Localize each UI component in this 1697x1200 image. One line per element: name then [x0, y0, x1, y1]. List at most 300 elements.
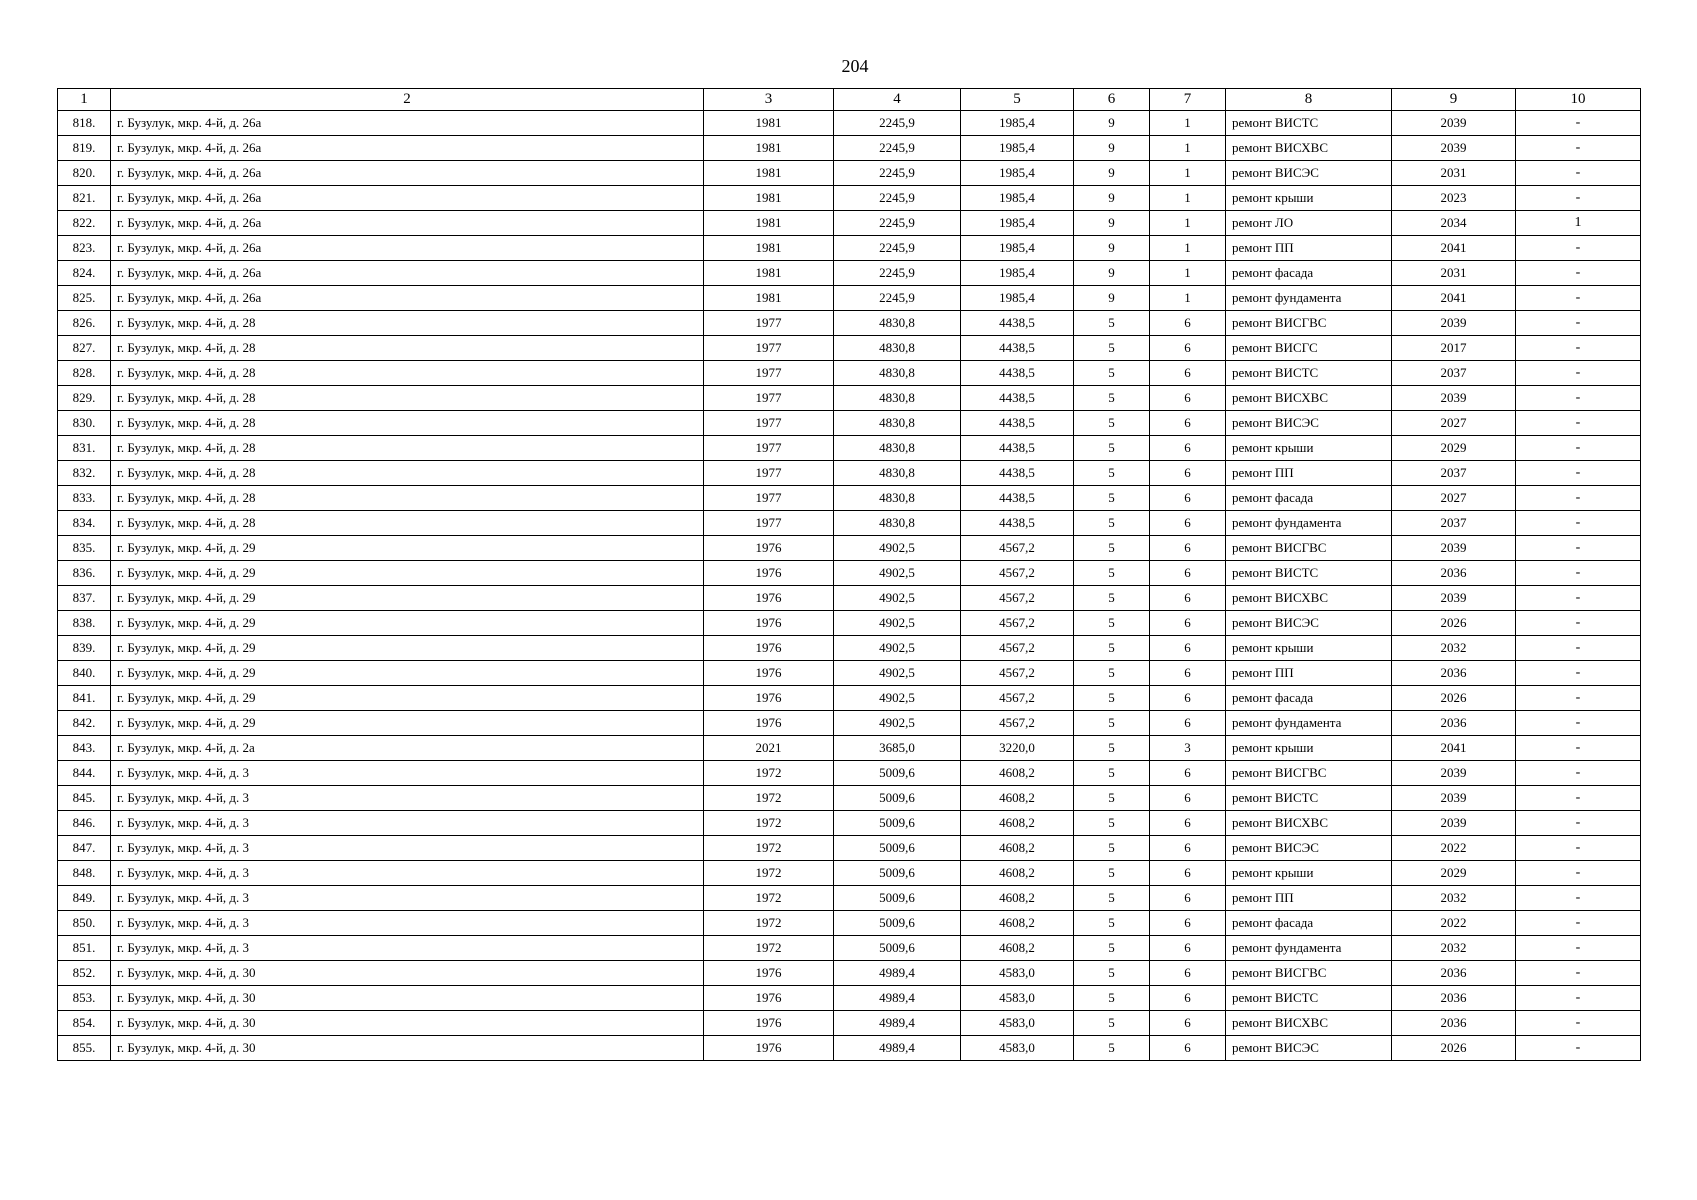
- planned-year-cell: 2026: [1392, 611, 1516, 636]
- table-row: [58, 111, 1641, 136]
- entrances-cell: 6: [1150, 1036, 1226, 1061]
- planned-year-cell: 2039: [1392, 586, 1516, 611]
- planned-year-cell: 2026: [1392, 686, 1516, 711]
- planned-year-cell: 2037: [1392, 511, 1516, 536]
- planned-year-cell: 2039: [1392, 136, 1516, 161]
- flag-cell: -: [1516, 386, 1641, 411]
- floors-cell: 5: [1074, 611, 1150, 636]
- table-row: [58, 361, 1641, 386]
- planned-year-cell: 2041: [1392, 286, 1516, 311]
- total-area-cell: 3685,0: [834, 736, 961, 761]
- address-cell: г. Бузулук, мкр. 4-й, д. 29: [111, 561, 704, 586]
- year-built-cell: 1972: [704, 936, 834, 961]
- flag-cell: -: [1516, 636, 1641, 661]
- row-number-cell: 843.: [58, 736, 111, 761]
- planned-year-cell: 2039: [1392, 386, 1516, 411]
- row-number-cell: 829.: [58, 386, 111, 411]
- living-area-cell: 4608,2: [961, 836, 1074, 861]
- row-number-cell: 847.: [58, 836, 111, 861]
- table-row: [58, 686, 1641, 711]
- living-area-cell: 4608,2: [961, 861, 1074, 886]
- total-area-cell: 5009,6: [834, 861, 961, 886]
- living-area-cell: 4438,5: [961, 336, 1074, 361]
- living-area-cell: 4438,5: [961, 386, 1074, 411]
- flag-cell: -: [1516, 436, 1641, 461]
- address-cell: г. Бузулук, мкр. 4-й, д. 28: [111, 511, 704, 536]
- floors-cell: 5: [1074, 986, 1150, 1011]
- total-area-cell: 4830,8: [834, 386, 961, 411]
- living-area-cell: 4438,5: [961, 436, 1074, 461]
- total-area-cell: 2245,9: [834, 186, 961, 211]
- floors-cell: 9: [1074, 261, 1150, 286]
- floors-cell: 9: [1074, 286, 1150, 311]
- floors-cell: 9: [1074, 236, 1150, 261]
- floors-cell: 5: [1074, 411, 1150, 436]
- entrances-cell: 6: [1150, 436, 1226, 461]
- total-area-cell: 4830,8: [834, 311, 961, 336]
- floors-cell: 5: [1074, 311, 1150, 336]
- living-area-cell: 4438,5: [961, 511, 1074, 536]
- planned-year-cell: 2039: [1392, 786, 1516, 811]
- work-type-cell: ремонт фундамента: [1226, 511, 1392, 536]
- flag-cell: -: [1516, 586, 1641, 611]
- year-built-cell: 1981: [704, 186, 834, 211]
- year-built-cell: 1972: [704, 861, 834, 886]
- table-row: [58, 436, 1641, 461]
- flag-cell: -: [1516, 661, 1641, 686]
- entrances-cell: 6: [1150, 461, 1226, 486]
- total-area-cell: 4902,5: [834, 536, 961, 561]
- entrances-cell: 6: [1150, 761, 1226, 786]
- address-cell: г. Бузулук, мкр. 4-й, д. 2а: [111, 736, 704, 761]
- entrances-cell: 1: [1150, 136, 1226, 161]
- entrances-cell: 1: [1150, 261, 1226, 286]
- table-row: [58, 336, 1641, 361]
- address-cell: г. Бузулук, мкр. 4-й, д. 26а: [111, 136, 704, 161]
- year-built-cell: 1976: [704, 611, 834, 636]
- row-number-cell: 822.: [58, 211, 111, 236]
- year-built-cell: 1977: [704, 511, 834, 536]
- living-area-cell: 1985,4: [961, 286, 1074, 311]
- total-area-cell: 4902,5: [834, 586, 961, 611]
- flag-cell: -: [1516, 186, 1641, 211]
- address-cell: г. Бузулук, мкр. 4-й, д. 28: [111, 361, 704, 386]
- planned-year-cell: 2039: [1392, 111, 1516, 136]
- year-built-cell: 1977: [704, 461, 834, 486]
- living-area-cell: 4438,5: [961, 486, 1074, 511]
- entrances-cell: 1: [1150, 111, 1226, 136]
- flag-cell: -: [1516, 1036, 1641, 1061]
- work-type-cell: ремонт ВИСГВС: [1226, 311, 1392, 336]
- year-built-cell: 1981: [704, 111, 834, 136]
- table-row: [58, 711, 1641, 736]
- planned-year-cell: 2039: [1392, 761, 1516, 786]
- living-area-cell: 4567,2: [961, 536, 1074, 561]
- row-number-cell: 820.: [58, 161, 111, 186]
- year-built-cell: 1972: [704, 786, 834, 811]
- address-cell: г. Бузулук, мкр. 4-й, д. 3: [111, 911, 704, 936]
- column-header-3: 3: [704, 89, 834, 111]
- floors-cell: 5: [1074, 761, 1150, 786]
- planned-year-cell: 2041: [1392, 236, 1516, 261]
- entrances-cell: 6: [1150, 686, 1226, 711]
- table-row: [58, 786, 1641, 811]
- row-number-cell: 823.: [58, 236, 111, 261]
- total-area-cell: 4902,5: [834, 561, 961, 586]
- floors-cell: 5: [1074, 936, 1150, 961]
- total-area-cell: 5009,6: [834, 786, 961, 811]
- year-built-cell: 1976: [704, 636, 834, 661]
- planned-year-cell: 2036: [1392, 1011, 1516, 1036]
- column-header-10: 10: [1516, 89, 1641, 111]
- address-cell: г. Бузулук, мкр. 4-й, д. 29: [111, 536, 704, 561]
- year-built-cell: 1977: [704, 486, 834, 511]
- flag-cell: -: [1516, 711, 1641, 736]
- table-row: [58, 836, 1641, 861]
- floors-cell: 5: [1074, 686, 1150, 711]
- entrances-cell: 6: [1150, 511, 1226, 536]
- flag-cell: -: [1516, 536, 1641, 561]
- table-row: [58, 136, 1641, 161]
- row-number-cell: 842.: [58, 711, 111, 736]
- address-cell: г. Бузулук, мкр. 4-й, д. 26а: [111, 211, 704, 236]
- repair-schedule-table: [57, 88, 1641, 1061]
- table-row: [58, 461, 1641, 486]
- address-cell: г. Бузулук, мкр. 4-й, д. 28: [111, 436, 704, 461]
- living-area-cell: 4438,5: [961, 361, 1074, 386]
- table-row: [58, 761, 1641, 786]
- table-row: [58, 386, 1641, 411]
- floors-cell: 5: [1074, 786, 1150, 811]
- row-number-cell: 853.: [58, 986, 111, 1011]
- living-area-cell: 4567,2: [961, 586, 1074, 611]
- floors-cell: 5: [1074, 436, 1150, 461]
- year-built-cell: 1976: [704, 961, 834, 986]
- living-area-cell: 4567,2: [961, 561, 1074, 586]
- row-number-cell: 855.: [58, 1036, 111, 1061]
- address-cell: г. Бузулук, мкр. 4-й, д. 26а: [111, 186, 704, 211]
- table-row: [58, 211, 1641, 236]
- living-area-cell: 1985,4: [961, 261, 1074, 286]
- column-header-6: 6: [1074, 89, 1150, 111]
- flag-cell: -: [1516, 611, 1641, 636]
- flag-cell: -: [1516, 236, 1641, 261]
- address-cell: г. Бузулук, мкр. 4-й, д. 29: [111, 661, 704, 686]
- entrances-cell: 6: [1150, 611, 1226, 636]
- work-type-cell: ремонт крыши: [1226, 861, 1392, 886]
- entrances-cell: 6: [1150, 786, 1226, 811]
- total-area-cell: 4989,4: [834, 1011, 961, 1036]
- total-area-cell: 4830,8: [834, 511, 961, 536]
- address-cell: г. Бузулук, мкр. 4-й, д. 30: [111, 1011, 704, 1036]
- row-number-cell: 833.: [58, 486, 111, 511]
- year-built-cell: 1976: [704, 711, 834, 736]
- work-type-cell: ремонт ЛО: [1226, 211, 1392, 236]
- flag-cell: -: [1516, 811, 1641, 836]
- entrances-cell: 3: [1150, 736, 1226, 761]
- total-area-cell: 4830,8: [834, 336, 961, 361]
- work-type-cell: ремонт ВИСТС: [1226, 111, 1392, 136]
- year-built-cell: 1972: [704, 911, 834, 936]
- planned-year-cell: 2032: [1392, 636, 1516, 661]
- year-built-cell: 1976: [704, 986, 834, 1011]
- flag-cell: -: [1516, 336, 1641, 361]
- work-type-cell: ремонт крыши: [1226, 186, 1392, 211]
- row-number-cell: 835.: [58, 536, 111, 561]
- row-number-cell: 852.: [58, 961, 111, 986]
- entrances-cell: 6: [1150, 836, 1226, 861]
- table-body: [58, 111, 1641, 1061]
- work-type-cell: ремонт крыши: [1226, 736, 1392, 761]
- entrances-cell: 6: [1150, 486, 1226, 511]
- column-header-1: 1: [58, 89, 111, 111]
- entrances-cell: 1: [1150, 236, 1226, 261]
- page-number: 204: [841, 56, 869, 76]
- row-number-cell: 826.: [58, 311, 111, 336]
- row-number-cell: 837.: [58, 586, 111, 611]
- year-built-cell: 1976: [704, 686, 834, 711]
- flag-cell: -: [1516, 511, 1641, 536]
- entrances-cell: 6: [1150, 661, 1226, 686]
- address-cell: г. Бузулук, мкр. 4-й, д. 29: [111, 711, 704, 736]
- address-cell: г. Бузулук, мкр. 4-й, д. 28: [111, 311, 704, 336]
- planned-year-cell: 2041: [1392, 736, 1516, 761]
- floors-cell: 5: [1074, 336, 1150, 361]
- total-area-cell: 4830,8: [834, 461, 961, 486]
- table-row: [58, 411, 1641, 436]
- floors-cell: 5: [1074, 736, 1150, 761]
- table-row: [58, 1036, 1641, 1061]
- year-built-cell: 2021: [704, 736, 834, 761]
- total-area-cell: 5009,6: [834, 811, 961, 836]
- work-type-cell: ремонт ВИСХВС: [1226, 386, 1392, 411]
- floors-cell: 5: [1074, 486, 1150, 511]
- row-number-cell: 830.: [58, 411, 111, 436]
- entrances-cell: 1: [1150, 211, 1226, 236]
- floors-cell: 5: [1074, 711, 1150, 736]
- work-type-cell: ремонт ВИСХВС: [1226, 1011, 1392, 1036]
- living-area-cell: 3220,0: [961, 736, 1074, 761]
- living-area-cell: 4608,2: [961, 786, 1074, 811]
- table-row: [58, 961, 1641, 986]
- table-row: [58, 861, 1641, 886]
- entrances-cell: 6: [1150, 861, 1226, 886]
- work-type-cell: ремонт фундамента: [1226, 711, 1392, 736]
- flag-cell: -: [1516, 911, 1641, 936]
- column-header-7: 7: [1150, 89, 1226, 111]
- flag-cell: -: [1516, 961, 1641, 986]
- row-number-cell: 854.: [58, 1011, 111, 1036]
- planned-year-cell: 2036: [1392, 961, 1516, 986]
- total-area-cell: 4830,8: [834, 486, 961, 511]
- work-type-cell: ремонт ВИСТС: [1226, 986, 1392, 1011]
- address-cell: г. Бузулук, мкр. 4-й, д. 3: [111, 786, 704, 811]
- address-cell: г. Бузулук, мкр. 4-й, д. 28: [111, 486, 704, 511]
- table-header-row: [58, 89, 1641, 111]
- row-number-cell: 849.: [58, 886, 111, 911]
- living-area-cell: 1985,4: [961, 186, 1074, 211]
- total-area-cell: 4989,4: [834, 986, 961, 1011]
- total-area-cell: 2245,9: [834, 286, 961, 311]
- table-row: [58, 636, 1641, 661]
- flag-cell: -: [1516, 886, 1641, 911]
- work-type-cell: ремонт ПП: [1226, 461, 1392, 486]
- address-cell: г. Бузулук, мкр. 4-й, д. 29: [111, 686, 704, 711]
- floors-cell: 5: [1074, 1036, 1150, 1061]
- flag-cell: -: [1516, 736, 1641, 761]
- year-built-cell: 1977: [704, 411, 834, 436]
- total-area-cell: 4902,5: [834, 686, 961, 711]
- floors-cell: 5: [1074, 836, 1150, 861]
- row-number-cell: 846.: [58, 811, 111, 836]
- year-built-cell: 1972: [704, 811, 834, 836]
- work-type-cell: ремонт фасада: [1226, 911, 1392, 936]
- row-number-cell: 850.: [58, 911, 111, 936]
- living-area-cell: 4608,2: [961, 936, 1074, 961]
- flag-cell: -: [1516, 861, 1641, 886]
- entrances-cell: 6: [1150, 886, 1226, 911]
- table-row: [58, 486, 1641, 511]
- planned-year-cell: 2036: [1392, 711, 1516, 736]
- entrances-cell: 6: [1150, 711, 1226, 736]
- flag-cell: -: [1516, 311, 1641, 336]
- entrances-cell: 6: [1150, 911, 1226, 936]
- total-area-cell: 4902,5: [834, 661, 961, 686]
- living-area-cell: 4608,2: [961, 886, 1074, 911]
- table-row: [58, 936, 1641, 961]
- year-built-cell: 1976: [704, 661, 834, 686]
- row-number-cell: 841.: [58, 686, 111, 711]
- total-area-cell: 2245,9: [834, 161, 961, 186]
- flag-cell: 1: [1516, 211, 1641, 236]
- living-area-cell: 4583,0: [961, 1011, 1074, 1036]
- address-cell: г. Бузулук, мкр. 4-й, д. 3: [111, 886, 704, 911]
- living-area-cell: 1985,4: [961, 136, 1074, 161]
- total-area-cell: 5009,6: [834, 761, 961, 786]
- table-row: [58, 236, 1641, 261]
- work-type-cell: ремонт фундамента: [1226, 936, 1392, 961]
- planned-year-cell: 2027: [1392, 486, 1516, 511]
- address-cell: г. Бузулук, мкр. 4-й, д. 3: [111, 936, 704, 961]
- address-cell: г. Бузулук, мкр. 4-й, д. 28: [111, 461, 704, 486]
- total-area-cell: 4902,5: [834, 636, 961, 661]
- address-cell: г. Бузулук, мкр. 4-й, д. 30: [111, 1036, 704, 1061]
- living-area-cell: 4608,2: [961, 811, 1074, 836]
- planned-year-cell: 2022: [1392, 836, 1516, 861]
- planned-year-cell: 2034: [1392, 211, 1516, 236]
- living-area-cell: 4567,2: [961, 661, 1074, 686]
- table-row: [58, 311, 1641, 336]
- address-cell: г. Бузулук, мкр. 4-й, д. 26а: [111, 111, 704, 136]
- total-area-cell: 5009,6: [834, 936, 961, 961]
- table-row: [58, 886, 1641, 911]
- table-row: [58, 611, 1641, 636]
- living-area-cell: 4438,5: [961, 311, 1074, 336]
- row-number-cell: 819.: [58, 136, 111, 161]
- planned-year-cell: 2037: [1392, 461, 1516, 486]
- address-cell: г. Бузулук, мкр. 4-й, д. 3: [111, 811, 704, 836]
- planned-year-cell: 2026: [1392, 1036, 1516, 1061]
- table-row: [58, 736, 1641, 761]
- total-area-cell: 5009,6: [834, 911, 961, 936]
- total-area-cell: 2245,9: [834, 236, 961, 261]
- living-area-cell: 4583,0: [961, 986, 1074, 1011]
- work-type-cell: ремонт ПП: [1226, 661, 1392, 686]
- address-cell: г. Бузулук, мкр. 4-й, д. 28: [111, 411, 704, 436]
- floors-cell: 9: [1074, 211, 1150, 236]
- planned-year-cell: 2039: [1392, 311, 1516, 336]
- row-number-cell: 832.: [58, 461, 111, 486]
- total-area-cell: 2245,9: [834, 111, 961, 136]
- year-built-cell: 1977: [704, 311, 834, 336]
- floors-cell: 9: [1074, 136, 1150, 161]
- total-area-cell: 4989,4: [834, 961, 961, 986]
- living-area-cell: 4567,2: [961, 636, 1074, 661]
- planned-year-cell: 2029: [1392, 436, 1516, 461]
- work-type-cell: ремонт ВИСХВС: [1226, 811, 1392, 836]
- column-header-9: 9: [1392, 89, 1516, 111]
- address-cell: г. Бузулук, мкр. 4-й, д. 3: [111, 836, 704, 861]
- column-header-4: 4: [834, 89, 961, 111]
- year-built-cell: 1976: [704, 536, 834, 561]
- total-area-cell: 2245,9: [834, 136, 961, 161]
- table-row: [58, 911, 1641, 936]
- flag-cell: -: [1516, 361, 1641, 386]
- flag-cell: -: [1516, 286, 1641, 311]
- entrances-cell: 6: [1150, 336, 1226, 361]
- planned-year-cell: 2036: [1392, 986, 1516, 1011]
- planned-year-cell: 2039: [1392, 811, 1516, 836]
- floors-cell: 5: [1074, 861, 1150, 886]
- entrances-cell: 6: [1150, 536, 1226, 561]
- floors-cell: 5: [1074, 661, 1150, 686]
- floors-cell: 5: [1074, 886, 1150, 911]
- row-number-cell: 827.: [58, 336, 111, 361]
- living-area-cell: 4583,0: [961, 1036, 1074, 1061]
- total-area-cell: 5009,6: [834, 886, 961, 911]
- address-cell: г. Бузулук, мкр. 4-й, д. 29: [111, 586, 704, 611]
- year-built-cell: 1981: [704, 286, 834, 311]
- year-built-cell: 1972: [704, 761, 834, 786]
- row-number-cell: 851.: [58, 936, 111, 961]
- work-type-cell: ремонт ВИСТС: [1226, 361, 1392, 386]
- planned-year-cell: 2023: [1392, 186, 1516, 211]
- living-area-cell: 1985,4: [961, 161, 1074, 186]
- living-area-cell: 4583,0: [961, 961, 1074, 986]
- work-type-cell: ремонт крыши: [1226, 636, 1392, 661]
- work-type-cell: ремонт ВИСГВС: [1226, 961, 1392, 986]
- planned-year-cell: 2031: [1392, 261, 1516, 286]
- living-area-cell: 1985,4: [961, 111, 1074, 136]
- entrances-cell: 1: [1150, 186, 1226, 211]
- year-built-cell: 1981: [704, 236, 834, 261]
- row-number-cell: 844.: [58, 761, 111, 786]
- floors-cell: 5: [1074, 561, 1150, 586]
- work-type-cell: ремонт фасада: [1226, 261, 1392, 286]
- work-type-cell: ремонт ВИСЭС: [1226, 611, 1392, 636]
- flag-cell: -: [1516, 486, 1641, 511]
- work-type-cell: ремонт ВИСЭС: [1226, 836, 1392, 861]
- year-built-cell: 1972: [704, 836, 834, 861]
- entrances-cell: 6: [1150, 411, 1226, 436]
- table-row: [58, 161, 1641, 186]
- living-area-cell: 1985,4: [961, 236, 1074, 261]
- column-header-5: 5: [961, 89, 1074, 111]
- table-row: [58, 1011, 1641, 1036]
- flag-cell: -: [1516, 686, 1641, 711]
- table-row: [58, 511, 1641, 536]
- living-area-cell: 1985,4: [961, 211, 1074, 236]
